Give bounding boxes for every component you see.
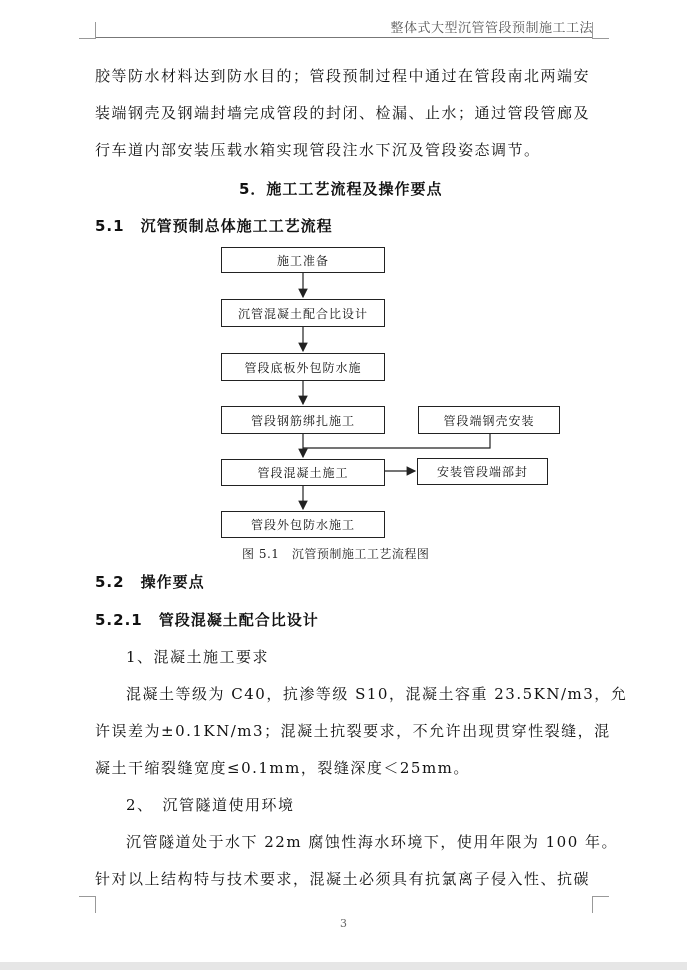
intro-line: 行车道内部安装压载水箱实现管段注水下沉及管段姿态调节。: [95, 141, 541, 159]
paragraph-line: 许误差为±0.1KN/m3；混凝土抗裂要求，不允许出现贯穿性裂缝，混: [95, 722, 611, 740]
flow-step-outer-waterproof: 管段外包防水施工: [221, 511, 385, 538]
section-5-2-heading: 5.2 操作要点: [95, 573, 205, 591]
side-connector: [303, 434, 490, 448]
item-2-title: 2、 沉管隧道使用环境: [126, 796, 295, 814]
figure-caption: 图 5.1 沉管预制施工工艺流程图: [242, 547, 430, 561]
paragraph-line: 沉管隧道处于水下 22m 腐蚀性海水环境下，使用年限为 100 年。: [126, 833, 619, 851]
running-header: 整体式大型沉管管段预制施工工法: [390, 21, 593, 36]
flow-step-concrete: 管段混凝土施工: [221, 459, 385, 486]
item-1-title: 1、混凝土施工要求: [126, 648, 270, 666]
paragraph-line: 凝土干缩裂缝宽度≤0.1mm，裂缝深度＜25mm。: [95, 759, 470, 777]
flow-step-mix-design: 沉管混凝土配合比设计: [221, 299, 385, 327]
flow-step-end-seal: 安装管段端部封: [417, 458, 548, 485]
intro-line: 胶等防水材料达到防水目的；管段预制过程中通过在管段南北两端安: [95, 67, 591, 85]
section-5-2-1-heading: 5.2.1 管段混凝土配合比设计: [95, 611, 319, 629]
paragraph-line: 针对以上结构特与技术要求，混凝土必须具有抗氯离子侵入性、抗碳: [95, 870, 591, 888]
section-5-heading: 5．施工工艺流程及操作要点: [239, 180, 443, 198]
flow-step-rebar: 管段钢筋绑扎施工: [221, 406, 385, 434]
page-number: 3: [340, 917, 347, 930]
flow-step-bottom-waterproof: 管段底板外包防水施: [221, 353, 385, 381]
flow-step-end-shell: 管段端钢壳安装: [418, 406, 560, 434]
flow-step-prep: 施工准备: [221, 247, 385, 273]
intro-line: 装端钢壳及钢端封墙完成管段的封闭、检漏、止水；通过管段管廊及: [95, 104, 591, 122]
section-5-1-heading: 5.1 沉管预制总体施工工艺流程: [95, 217, 333, 235]
paragraph-line: 混凝土等级为 C40，抗渗等级 S10，混凝土容重 23.5KN/m3，允: [126, 685, 628, 703]
